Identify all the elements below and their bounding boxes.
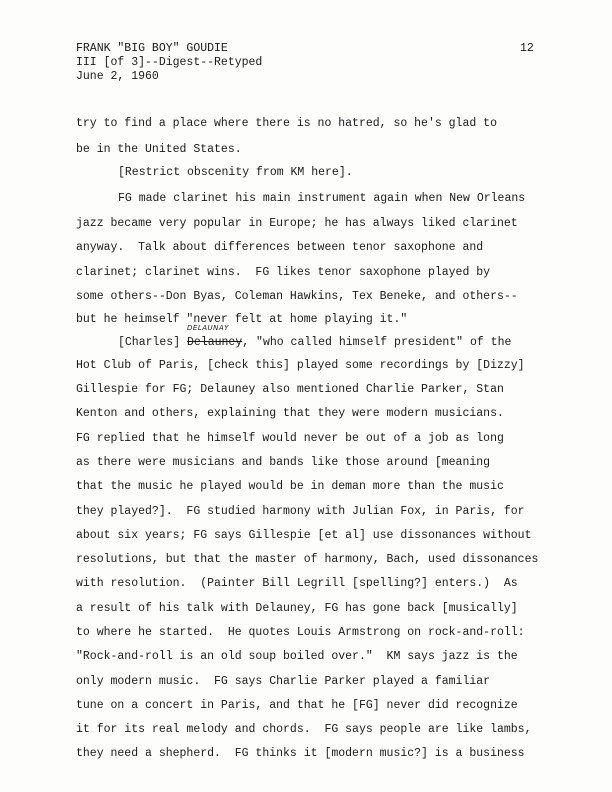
body-line: Hot Club of Paris, [check this] played some recordings by [Dizzy] [76,359,525,372]
body-line: that the music he played would be in deman more than the music [76,480,504,493]
body-line: tune on a concert in Paris, and that he [FG] never did recognize [76,699,518,712]
header-name: FRANK "BIG BOY" GOUDIE [76,42,228,55]
body-line-charles [118,336,511,350]
charles-suffix: , "who called himself president" of the [242,336,512,349]
body-line: they need a shepherd. FG thinks it [modern music?] is a business [76,747,525,760]
body-line: resolutions, but that the master of harmony, Bach, used dissonances [76,553,539,566]
body-line: FG replied that he himself would never be out of a job as long [76,432,504,445]
header-date: June 2, 1960 [76,70,159,83]
page-number: 12 [520,42,534,55]
body-line: to where he started. He quotes Louis Armstrong on rock-and-roll: [76,626,525,639]
body-line: they played?]. FG studied harmony with Julian Fox, in Paris, for [76,505,525,518]
body-line: Gillespie for FG; Delauney also mentioned Charlie Parker, Stan [76,383,504,396]
body-line: but he heimself "never felt at home playing it." [76,313,408,326]
body-line: jazz became very popular in Europe; he has always liked clarinet [76,217,518,230]
handwritten-correction: DELAUNAY [187,324,229,332]
body-line: clarinet; clarinet wins. FG likes tenor saxophone played by [76,266,491,279]
struck-word: Delauney [187,336,243,349]
body-line: some others--Don Byas, Coleman Hawkins, Tex Beneke, and others-- [76,290,518,303]
charles-prefix: [Charles] [118,336,188,349]
body-line: only modern music. FG says Charlie Parker played a familiar [76,675,491,688]
body-line: "Rock-and-roll is an old soup boiled over." KM says jazz is the [76,650,518,663]
body-line: anyway. Talk about differences between tenor saxophone and [76,241,484,254]
body-line: about six years; FG says Gillespie [et al] use dissonances without [76,529,532,542]
body-line: it for its real melody and chords. FG says people are like lambs, [76,723,532,736]
body-line: be in the United States. [76,143,242,156]
body-line: try to find a place where there is no hatred, so he's glad to [76,117,497,130]
body-line: a result of his talk with Delauney, FG has gone back [musically] [76,602,518,615]
header-section: III [of 3]--Digest--Retyped [76,56,263,69]
body-line: as there were musicians and bands like those around [meaning [76,456,491,469]
body-line: [Restrict obscenity from KM here]. [118,166,353,179]
body-line: FG made clarinet his main instrument again when New Orleans [118,192,526,205]
body-line: Kenton and others, explaining that they were modern musicians. [76,407,504,420]
body-line: with resolution. (Painter Bill Legrill [spelling?] enters.) As [76,577,518,590]
